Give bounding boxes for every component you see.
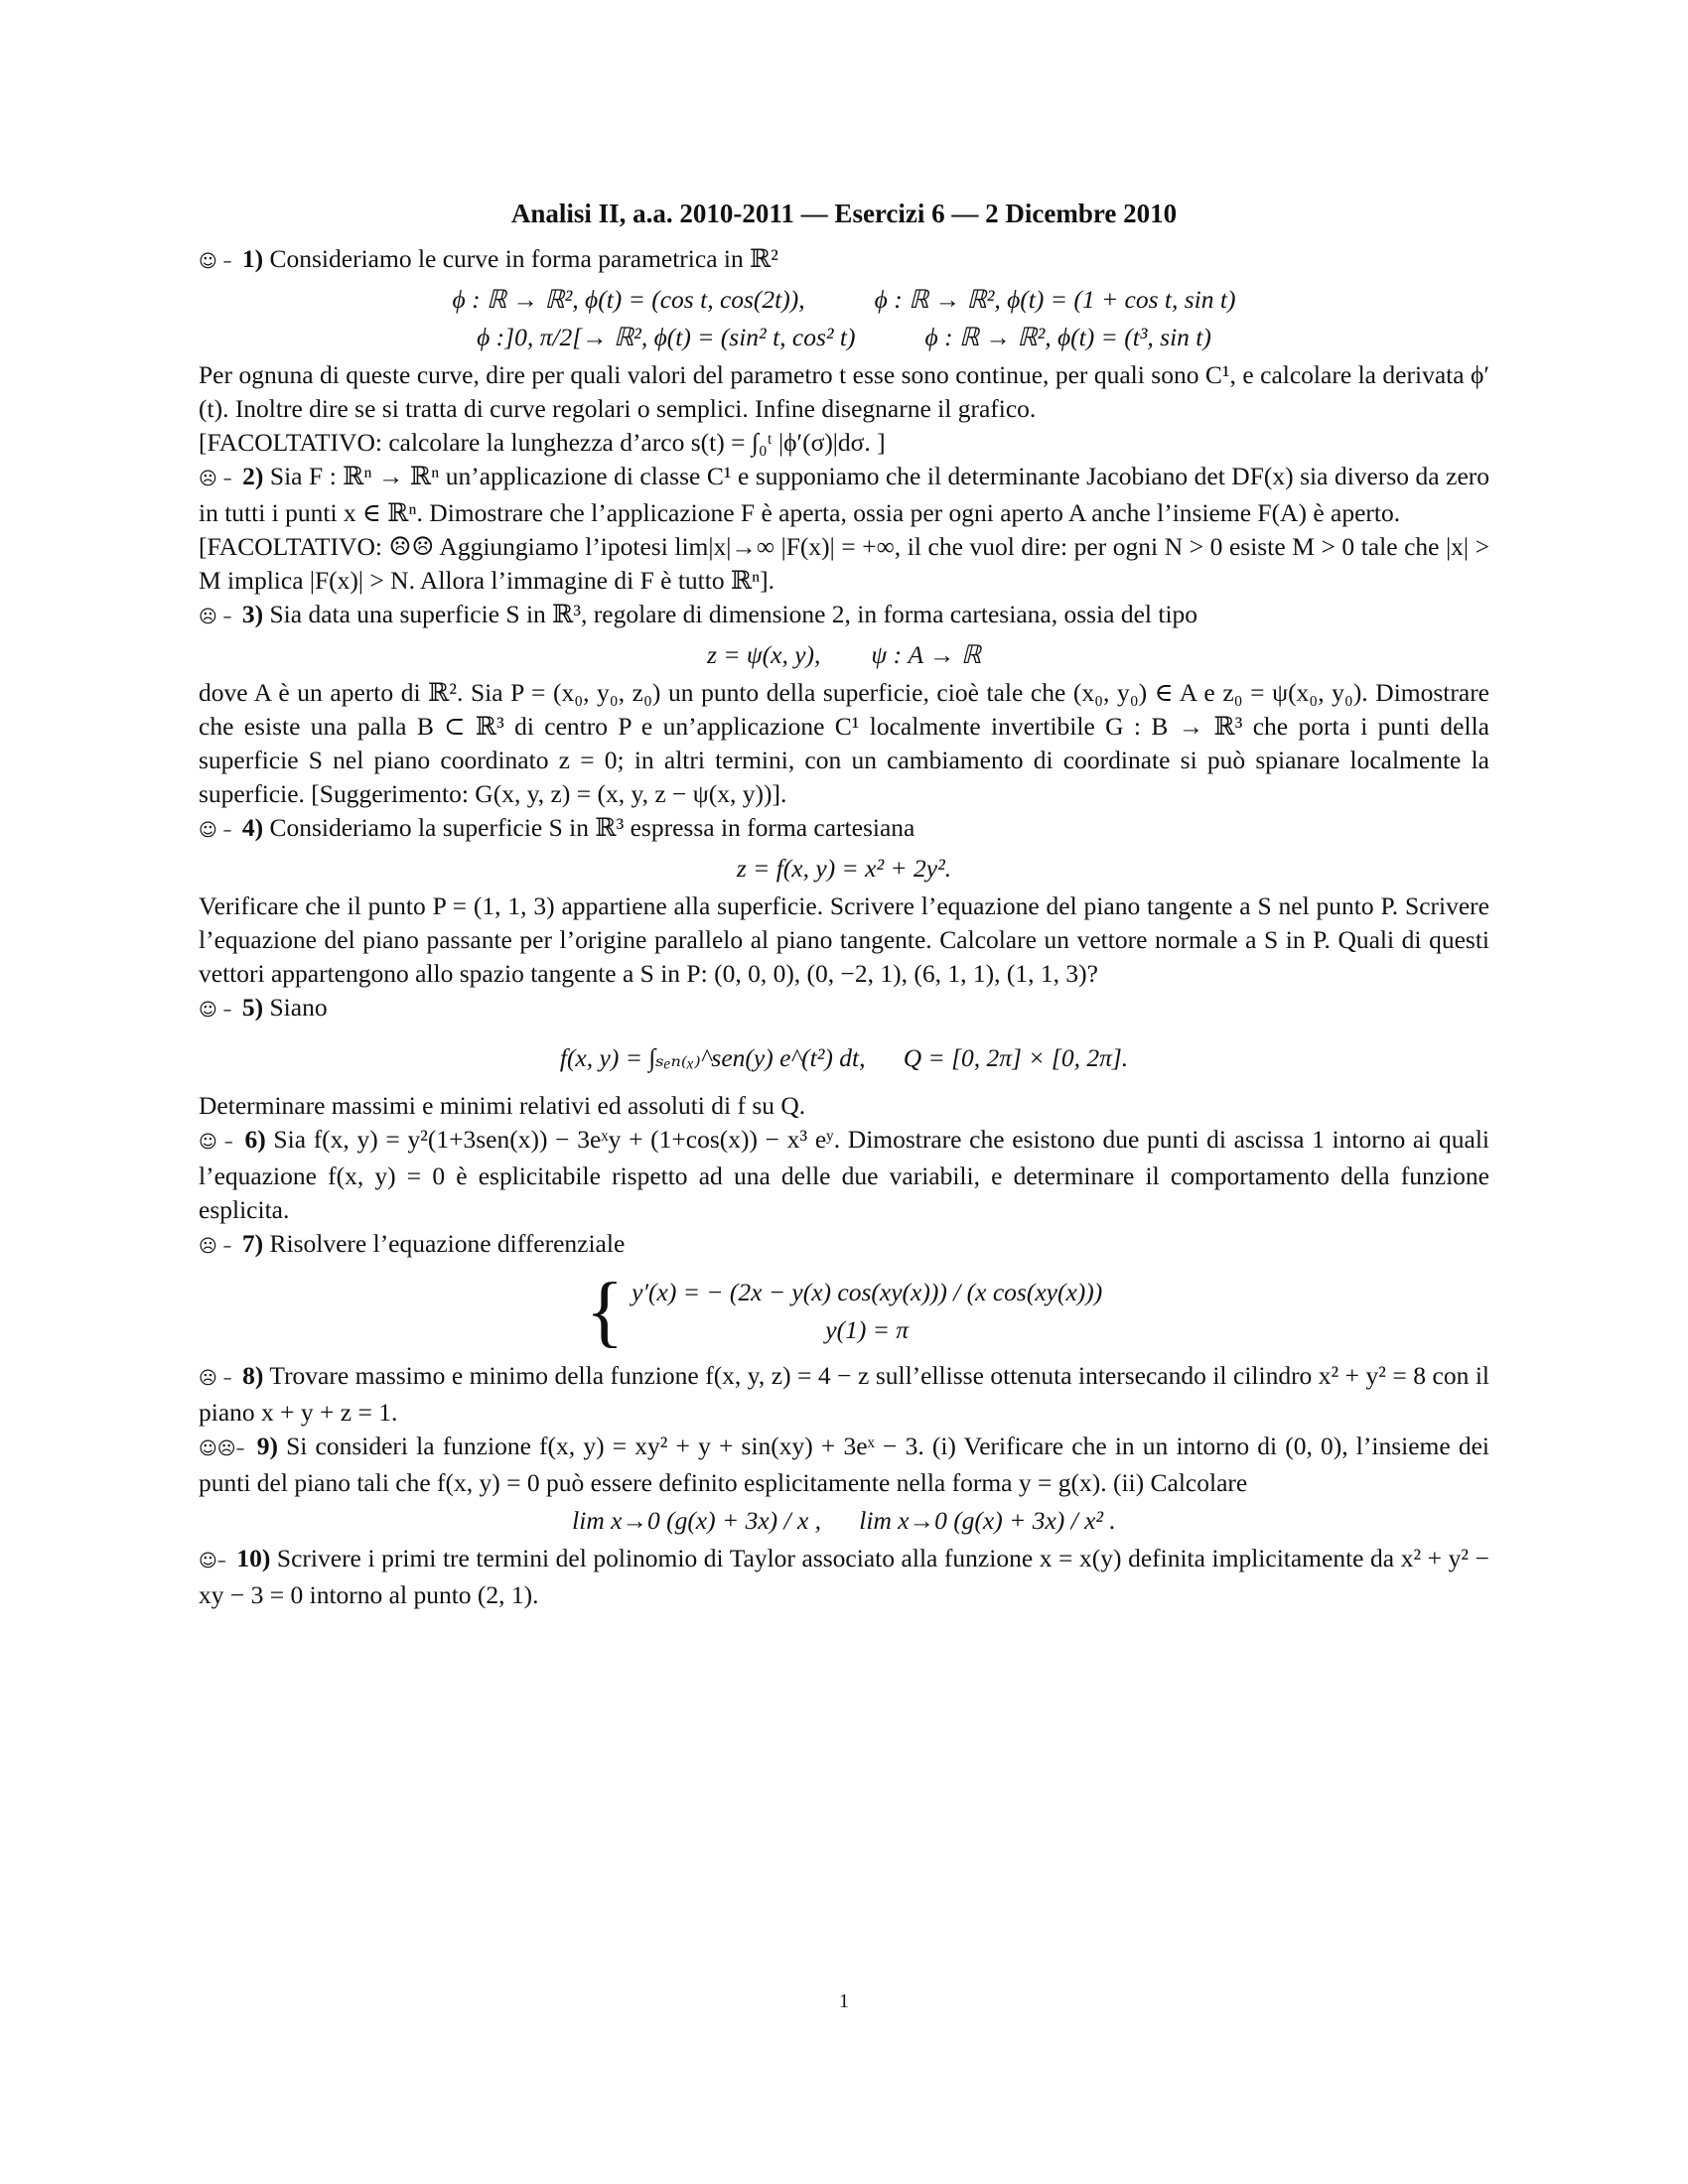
equation: ϕ : ℝ → ℝ², ϕ(t) = (1 + cos t, sin t)	[874, 285, 1236, 314]
equation: y′(x) = − (2x − y(x) cos(xy(x))) / (x cos(xy(x)))	[632, 1278, 1103, 1306]
equation: z = f(x, y) = x² + 2y².	[736, 854, 952, 883]
page-title: Analisi II, a.a. 2010-2011 — Esercizi 6 — 2 Dicembre 2010	[510, 199, 1178, 228]
exercise-text: Per ognuna di queste curve, dire per quali valori del parametro t esse sono continue, per quali sono C¹, e calcolare la derivata ϕ′(t). Inoltre dire se si tratta di curve regolari o semplici. Infine disegnarne il grafico.	[199, 360, 1489, 423]
exercise-number: 8)	[242, 1361, 264, 1390]
exercise-5	[199, 991, 1489, 1123]
exercise-4	[199, 811, 1489, 991]
page-number: 1	[839, 1990, 849, 2012]
equation: ϕ : ℝ → ℝ², ϕ(t) = (cos t, cos(2t)),	[452, 285, 805, 314]
exercise-number: 7)	[241, 1229, 264, 1258]
exercise-10	[199, 1542, 1489, 1612]
exercise-number: 4)	[241, 813, 264, 842]
exercise-text: Determinare massimi e minimi relativi ed assoluti di f su Q.	[199, 1091, 806, 1120]
smiley-icon: ☺–	[199, 1551, 226, 1571]
equation: lim x→0 (g(x) + 3x) / x , lim x→0 (g(x) + 3x) / x² .	[572, 1506, 1116, 1535]
document-page	[199, 197, 1489, 1612]
exercise-optional: [FACOLTATIVO: ☹☹ Aggiungiamo l’ipotesi lim|x|→∞ |F(x)| = +∞, il che vuol dire: per ogni N > 0 esiste M > 0 tale che |x| > M implica |F(x)| > N. Allora l’immagine di F è tutto ℝⁿ].	[199, 532, 1489, 595]
exercise-text: Trovare massimo e minimo della funzione f(x, y, z) = 4 − z sull’ellisse ottenuta intersecando il cilindro x² + y² = 8 con il piano x + y + z = 1.	[199, 1361, 1489, 1427]
exercise-text: Scrivere i primi tre termini del polinomio di Taylor associato alla funzione x = x(y) definita implicitamente da x² + y² − xy − 3 = 0 intorno al punto (2, 1).	[199, 1544, 1489, 1609]
exercise-1	[199, 242, 1489, 460]
exercise-intro: Risolvere l’equazione differenziale	[269, 1229, 626, 1258]
equation: ϕ : ℝ → ℝ², ϕ(t) = (t³, sin t)	[924, 323, 1211, 351]
exercise-number: 2)	[242, 462, 264, 490]
exercise-9	[199, 1430, 1489, 1538]
exercise-number: 9)	[256, 1432, 278, 1460]
equation: y(1) = π	[825, 1315, 910, 1344]
exercise-6	[199, 1123, 1489, 1227]
exercise-intro: Sia data una superficie S in ℝ³, regolare di dimensione 2, in forma cartesiana, ossia del tipo	[269, 600, 1198, 628]
equation: z = ψ(x, y), ψ : A → ℝ	[706, 640, 982, 669]
exercise-2	[199, 460, 1489, 598]
smiley-icon: ☺ –	[199, 1132, 233, 1153]
exercise-text: Sia F : ℝⁿ → ℝⁿ un’applicazione di classe C¹ e supponiamo che il determinante Jacobiano det DF(x) sia diverso da zero in tutti i punti x ∈ ℝⁿ. Dimostrare che l’applicazione F è aperta, ossia per ogni aperto A anche l’insieme F(A) è aperto.	[199, 462, 1490, 527]
exercise-optional: [FACOLTATIVO: calcolare la lunghezza d’arco s(t) = ∫₀ᵗ |ϕ′(σ)|dσ. ]	[199, 428, 886, 457]
frown-icon: ☹ –	[199, 469, 232, 489]
exercise-intro: Consideriamo la superficie S in ℝ³ espressa in forma cartesiana	[269, 813, 915, 842]
exercise-8	[199, 1359, 1489, 1430]
exercise-number: 10)	[236, 1544, 271, 1572]
frown-icon: ☹ –	[199, 607, 232, 627]
ode-system	[199, 1268, 1489, 1355]
equation: f(x, y) = ∫ₛₑₙ₍ₓ₎^sen(y) e^(t²) dt, Q = [0, 2π] × [0, 2π].	[559, 1043, 1129, 1072]
exercise-number: 3)	[241, 600, 264, 628]
exercise-text: Sia f(x, y) = y²(1+3sen(x)) − 3eˣy + (1+cos(x)) − x³ eʸ. Dimostrare che esistono due punti di ascissa 1 intorno ai quali l’equazione f(x, y) = 0 è esplicitabile rispetto ad una delle due variabili, e determinare il comportamento della funzione esplicita.	[199, 1125, 1489, 1224]
exercise-number: 1)	[241, 244, 264, 273]
smiley-icon: ☺ –	[199, 251, 232, 272]
smiley-icon: ☺ –	[199, 1000, 232, 1021]
exercise-7	[199, 1227, 1489, 1355]
equation: ϕ :]0, π/2[→ ℝ², ϕ(t) = (sin² t, cos² t)	[477, 323, 856, 351]
exercise-text: dove A è un aperto di ℝ². Sia P = (x₀, y₀, z₀) un punto della superficie, cioè tale che (x₀, y₀) ∈ A e z₀ = ψ(x₀, y₀). Dimostrare che esiste una palla B ⊂ ℝ³ di centro P e un’applicazione C¹ localmente invertibile G : B → ℝ³ che porta i punti della superficie S nel piano coordinato z = 0; in altri termini, con un cambiamento di coordinate si può spianare localmente la superficie. [Suggerimento: G(x, y, z) = (x, y, z − ψ(x, y))].	[199, 678, 1489, 808]
frown-icon: ☹ –	[199, 1236, 232, 1257]
exercise-text: Si consideri la funzione f(x, y) = xy² + y + sin(xy) + 3eˣ − 3. (i) Verificare che in un intorno di (0, 0), l’insieme dei punti del piano tali che f(x, y) = 0 può essere definito esplicitamente nella forma y = g(x). (ii) Calcolare	[199, 1432, 1489, 1497]
smiley-icon: ☺ –	[199, 820, 232, 841]
smiley-frown-icon: ☺☹–	[199, 1438, 245, 1459]
exercise-number: 6)	[244, 1125, 266, 1154]
frown-icon: ☹ –	[199, 1368, 232, 1389]
brace: {	[585, 1268, 625, 1355]
exercise-intro: Siano	[269, 993, 328, 1022]
exercise-3	[199, 598, 1489, 811]
exercise-intro: Consideriamo le curve in forma parametrica in ℝ²	[269, 244, 778, 273]
exercise-text: Verificare che il punto P = (1, 1, 3) appartiene alla superficie. Scrivere l’equazione del piano tangente a S nel punto P. Scrivere l’equazione del piano passante per l’origine parallelo al piano tangente. Calcolare un vettore normale a S in P. Quali di questi vettori appartengono allo spazio tangente a S in P: (0, 0, 0), (0, −2, 1), (6, 1, 1), (1, 1, 3)?	[199, 891, 1489, 988]
exercise-number: 5)	[241, 993, 264, 1022]
